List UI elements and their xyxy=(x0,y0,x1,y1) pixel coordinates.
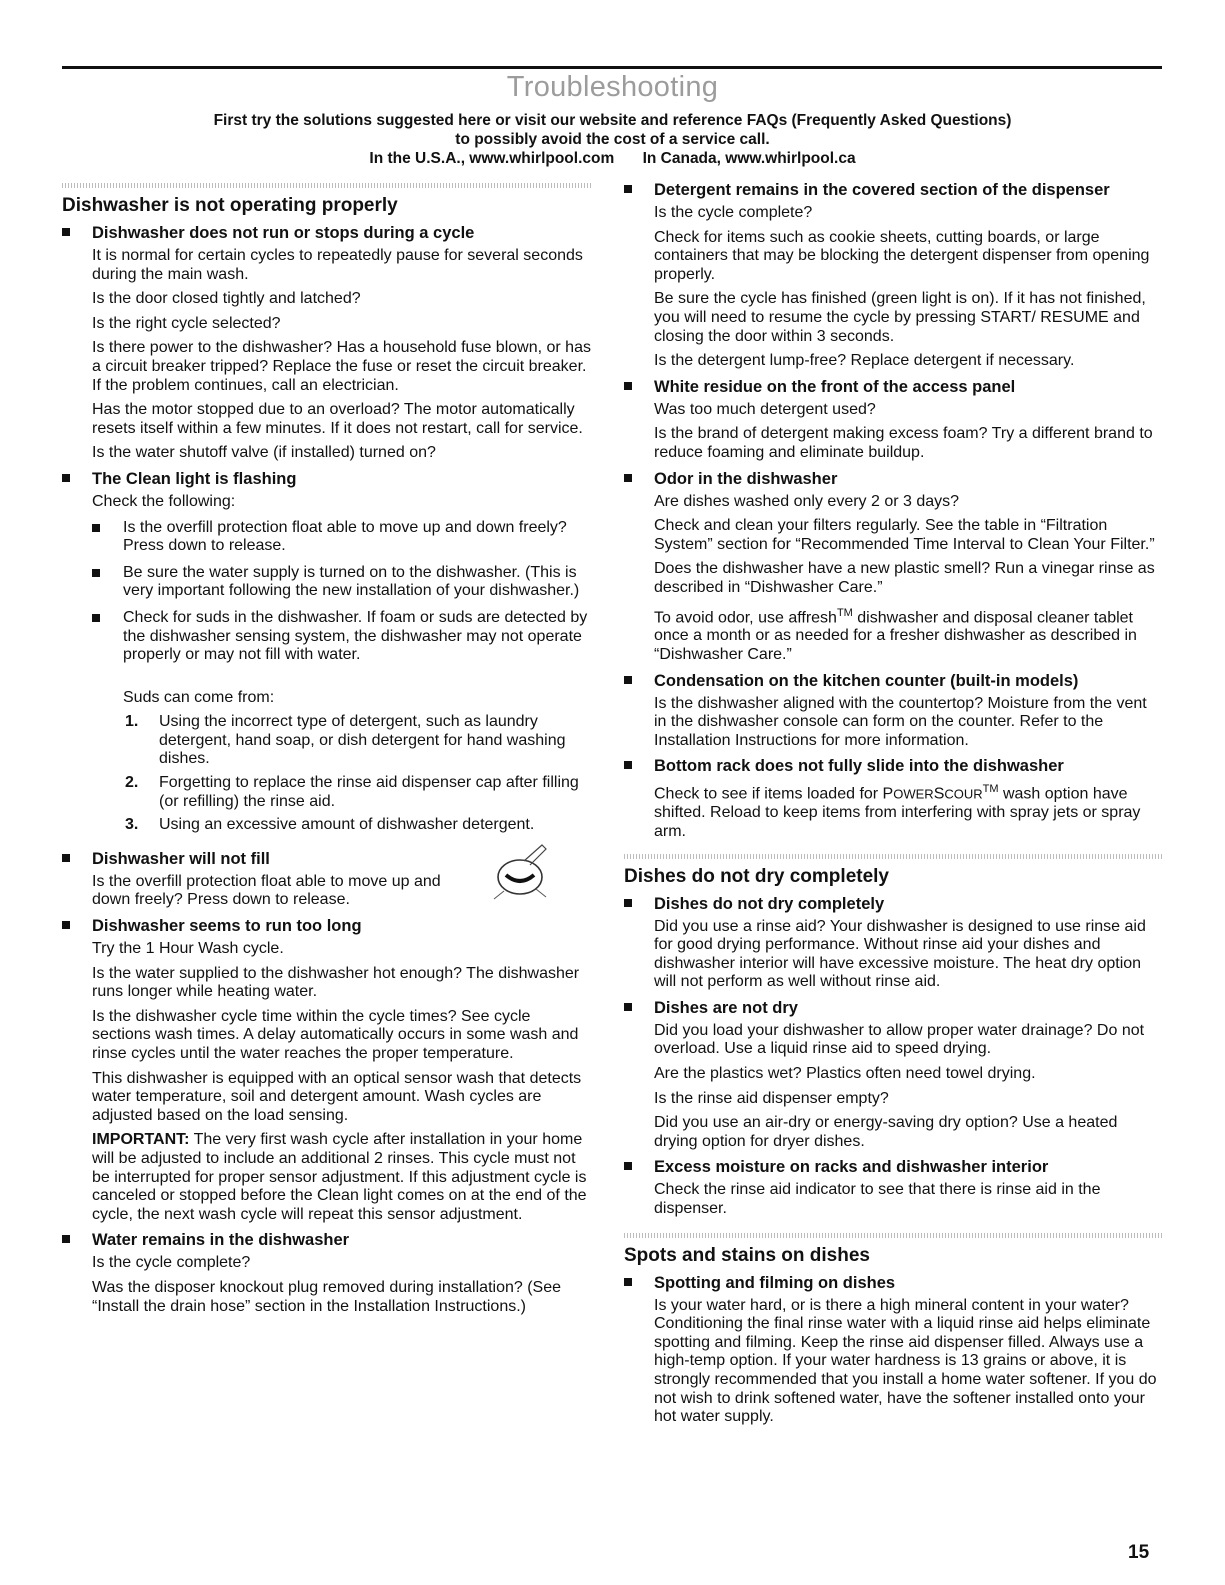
numbered-item-text: Using the incorrect type of detergent, such as laundry detergent, hand soap, or dish detergent for hand washing dishes. xyxy=(159,713,566,768)
numbered-item xyxy=(125,774,592,811)
sub-item-text: Check for suds in the dishwasher. If foam or suds are detected by the dishwasher sensing system, the dishwasher may not operate properly or may not fill with water. xyxy=(123,608,588,664)
important-note xyxy=(92,1131,592,1224)
answer-text: Did you use a rinse aid? Your dishwasher is designed to use rinse aid for good drying performance. Without rinse aid your dishes and dishwasher interior will have excessive moisture. The heat dry option will not perform as well without rinse aid. xyxy=(654,917,1146,991)
issue-detergent-remains xyxy=(624,180,1162,371)
section-heading-not-operating: Dishwasher is not operating properly xyxy=(62,195,398,216)
answer-text: Is the door closed tightly and latched? xyxy=(92,290,361,308)
sub-item xyxy=(92,519,592,556)
item-number: 3. xyxy=(125,816,139,834)
issue-condensation xyxy=(624,671,1162,751)
answer-text: Is the overfill protection float able to move up and down freely? Press down to release. xyxy=(92,872,441,909)
answer-text: Did you load your dishwasher to allow proper water drainage? Do not overload. Use a liquid rinse aid to speed drying. xyxy=(654,1021,1145,1058)
small-caps-part: OWER xyxy=(893,786,934,802)
square-bullet-icon xyxy=(62,1235,70,1243)
issue-odor xyxy=(624,469,1162,665)
issue-title: Dishes are not dry xyxy=(654,998,798,1017)
sub-item-text: Be sure the water supply is turned on to the dishwasher. (This is very important following the new installation of your dishwasher.) xyxy=(123,563,580,600)
square-bullet-icon xyxy=(624,474,632,482)
answer-text: Is the detergent lump-free? Replace detergent if necessary. xyxy=(654,352,1075,370)
issue-title: Water remains in the dishwasher xyxy=(92,1231,350,1250)
issue-dishes-not-dry xyxy=(624,998,1162,1152)
answer-text-part: wash option have shifted. Reload to keep items from interfering with spray jets or spray arm. xyxy=(654,785,1141,840)
answer-text: Does the dishwasher have a new plastic smell? Run a vinegar rinse as described in “Dishwasher Care.” xyxy=(654,560,1155,596)
answer-text: Is the right cycle selected? xyxy=(92,314,281,332)
answer-text-part: S xyxy=(933,785,945,803)
issue-title: White residue on the front of the access panel xyxy=(654,377,1016,396)
canada-website-link[interactable]: In Canada, www.whirlpool.ca xyxy=(642,150,856,167)
left-column xyxy=(62,183,592,1322)
answer-text: Check and clean your filters regularly. See the table in “Filtration System” section for “Recommended Time Interval to Clean Your Filter.” xyxy=(654,517,1155,553)
website-links xyxy=(0,149,1225,168)
square-bullet-icon xyxy=(92,569,100,577)
issue-title: Dishwasher will not fill xyxy=(92,849,270,868)
important-label: IMPORTANT: xyxy=(92,1131,190,1149)
answer-text: Check the rinse aid indicator to see that there is rinse aid in the dispenser. xyxy=(654,1181,1101,1218)
square-bullet-icon xyxy=(624,1278,632,1286)
section-divider xyxy=(624,1233,1162,1238)
item-number: 1. xyxy=(125,713,139,731)
square-bullet-icon xyxy=(624,899,632,907)
square-bullet-icon xyxy=(62,474,70,482)
answer-text: Is the dishwasher aligned with the countertop? Moisture from the vent in the dishwasher console can form on the counter. Refer to the Installation Instructions for more information. xyxy=(654,694,1147,749)
issue-clean-light-flashing xyxy=(62,469,592,835)
answer-text: Check for items such as cookie sheets, cutting boards, or large containers that may be blocking the detergent dispenser from opening properly. xyxy=(654,228,1150,283)
issue-white-residue xyxy=(624,377,1162,463)
issue-will-not-fill xyxy=(62,849,592,910)
square-bullet-icon xyxy=(624,1162,632,1170)
top-rule xyxy=(62,66,1162,69)
trademark-mark: TM xyxy=(836,606,853,619)
answer-text: Was too much detergent used? xyxy=(654,400,876,418)
issue-water-remains xyxy=(62,1230,592,1316)
answer-text: Try the 1 Hour Wash cycle. xyxy=(92,940,284,958)
section-heading-dry: Dishes do not dry completely xyxy=(624,865,889,887)
small-caps-part: COUR xyxy=(944,786,983,802)
issue-excess-moisture xyxy=(624,1157,1162,1218)
issue-title: Condensation on the kitchen counter (built-in models) xyxy=(654,671,1079,690)
square-bullet-icon xyxy=(624,185,632,193)
overfill-float-icon xyxy=(484,841,564,903)
sub-item-text: Is the overfill protection float able to move up and down freely? Press down to release. xyxy=(123,518,567,555)
answer-text xyxy=(654,604,1162,665)
answer-text: Is the brand of detergent making excess foam? Try a different brand to reduce foaming and eliminate buildup. xyxy=(654,425,1153,461)
numbered-item-text: Forgetting to replace the rinse aid dispenser cap after filling (or refilling) the rinse aid. xyxy=(159,774,579,810)
square-bullet-icon xyxy=(62,854,70,862)
intro-line-1: First try the solutions suggested here or visit our website and reference FAQs (Frequently Asked Questions) xyxy=(213,112,1012,129)
answer-text: Check the following: xyxy=(92,492,236,510)
right-column xyxy=(624,180,1162,1433)
section-heading-spots: Spots and stains on dishes xyxy=(624,1244,870,1266)
answer-text: Is the dishwasher cycle time within the cycle times? See cycle sections wash times. A delay automatically occurs in some wash and rinse cycles until the water reaches the proper temperature. xyxy=(92,1007,579,1062)
intro-line-2: to possibly avoid the cost of a service call. xyxy=(455,131,770,148)
answer-text-part: Check to see if items loaded for P xyxy=(654,785,894,803)
square-bullet-icon xyxy=(92,524,100,532)
issue-title: Dishwasher seems to run too long xyxy=(92,917,362,936)
issue-title: Dishes do not dry completely xyxy=(654,894,885,913)
numbered-item xyxy=(125,816,592,835)
issue-title: Odor in the dishwasher xyxy=(654,469,838,488)
answer-text: Is there power to the dishwasher? Has a household fuse blown, or has a circuit breaker tripped? Replace the fuse or reset the circuit breaker. If the problem continues, call an electrician. xyxy=(92,339,591,394)
answer-text: Is the rinse aid dispenser empty? xyxy=(654,1089,889,1107)
item-number: 2. xyxy=(125,774,139,792)
square-bullet-icon xyxy=(624,761,632,769)
numbered-item xyxy=(125,713,592,769)
issue-does-not-run xyxy=(62,223,592,463)
answer-text: Is the water supplied to the dishwasher hot enough? The dishwasher runs longer while heating water. xyxy=(92,964,580,1001)
issue-title: The Clean light is flashing xyxy=(92,469,297,488)
answer-text: Is your water hard, or is there a high mineral content in your water? Conditioning the final rinse water with a liquid rinse aid helps eliminate spotting and filming. Keep the rinse aid dispenser filled. Always use a high-temp option. If your water hardness is 13 grains or above, it is strongly recommended that you install a home water softener. If you do not wish to drink softened water, have the softener installed onto your hot water supply. xyxy=(654,1296,1157,1426)
numbered-item-text: Using an excessive amount of dishwasher detergent. xyxy=(159,816,535,834)
issue-title: Dishwasher does not run or stops during a cycle xyxy=(92,224,475,242)
issue-runs-too-long xyxy=(62,916,592,1224)
issue-title: Bottom rack does not fully slide into the dishwasher xyxy=(654,757,1064,776)
suds-intro: Suds can come from: xyxy=(123,688,275,706)
issue-title: Detergent remains in the covered section of the dispenser xyxy=(654,181,1110,199)
answer-text: Was the disposer knockout plug removed during installation? (See “Install the drain hose” section in the Installation Instructions.) xyxy=(92,1278,561,1315)
sub-item xyxy=(92,564,592,601)
issue-title: Spotting and filming on dishes xyxy=(654,1273,896,1292)
section-divider xyxy=(624,854,1162,859)
answer-text: Is the cycle complete? xyxy=(92,1254,251,1272)
sub-item xyxy=(92,609,592,665)
issue-spotting-filming xyxy=(624,1273,1162,1427)
square-bullet-icon xyxy=(624,382,632,390)
issue-bottom-rack xyxy=(624,756,1162,841)
issue-title: Excess moisture on racks and dishwasher interior xyxy=(654,1158,1049,1177)
answer-text-part: dishwasher and disposal cleaner tablet once a month or as needed for a fresher dishwasher as described in “Dishwasher Care.” xyxy=(654,608,1137,664)
issue-not-dry-completely xyxy=(624,894,1162,992)
answer-text: Are dishes washed only every 2 or 3 days? xyxy=(654,492,960,510)
answer-text: Are the plastics wet? Plastics often need towel drying. xyxy=(654,1065,1036,1083)
answer-text: It is normal for certain cycles to repeatedly pause for several seconds during the main wash. xyxy=(92,247,583,283)
answer-text xyxy=(654,780,1162,841)
square-bullet-icon xyxy=(624,676,632,684)
answer-text: Did you use an air-dry or energy-saving dry option? Use a heated drying option for dryer dishes. xyxy=(654,1114,1118,1150)
answer-text: Be sure the cycle has finished (green light is on). If it has not finished, you will need to resume the cycle by pressing START/ RESUME and closing the door within 3 seconds. xyxy=(654,290,1146,345)
square-bullet-icon xyxy=(62,228,70,236)
square-bullet-icon xyxy=(624,1003,632,1011)
page-title: Troubleshooting xyxy=(506,71,719,103)
section-divider xyxy=(62,183,592,188)
important-text: The very first wash cycle after installation in your home will be adjusted to include an additional 2 rinses. This cycle must not be interrupted for proper sensor adjustment. If this adjustment cycle is canceled or stopped before the Clean light comes on at the end of the cycle, the next wash cycle will repeat this sensor adjustment. xyxy=(92,1131,587,1223)
answer-text: Is the cycle complete? xyxy=(654,204,813,221)
answer-text: Is the water shutoff valve (if installed) turned on? xyxy=(92,444,436,462)
page-number: 15 xyxy=(1128,1542,1150,1563)
answer-text-part: To avoid odor, use affresh xyxy=(654,608,837,626)
answer-text: This dishwasher is equipped with an optical sensor wash that detects water temperature, soil and detergent amount. Wash cycles are adjusted based on the load sensing. xyxy=(92,1069,582,1124)
trademark-mark: TM xyxy=(982,783,999,796)
square-bullet-icon xyxy=(92,614,100,622)
usa-website-link[interactable]: In the U.S.A., www.whirlpool.com xyxy=(369,150,615,167)
square-bullet-icon xyxy=(62,921,70,929)
answer-text: Has the motor stopped due to an overload? The motor automatically resets itself within a few minutes. If it does not restart, call for service. xyxy=(92,401,583,437)
intro-block xyxy=(0,111,1225,168)
